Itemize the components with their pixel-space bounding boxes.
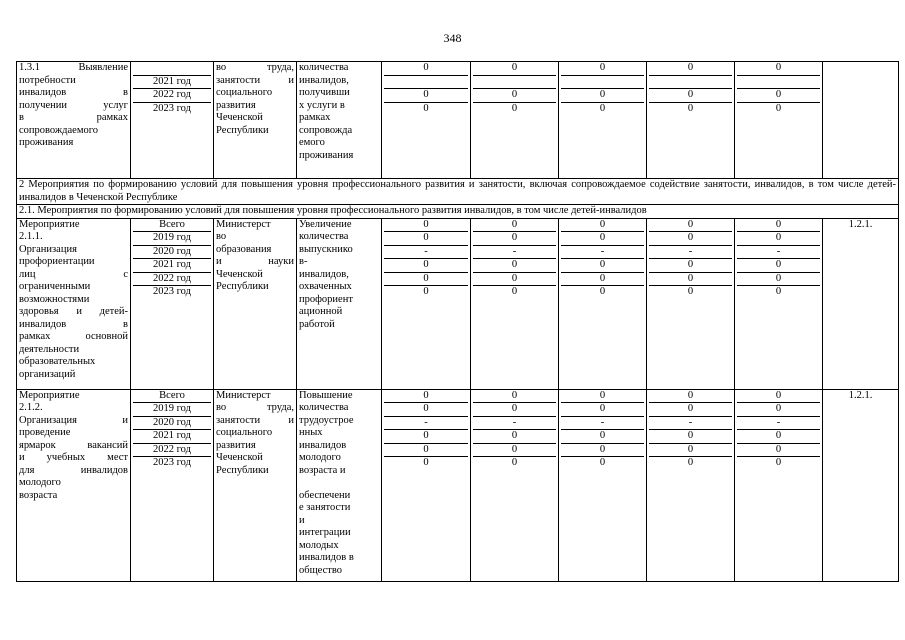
measure-description (17, 218, 131, 389)
table-row (17, 218, 899, 389)
description-line: проживания (19, 137, 74, 148)
indicator-line: нных (299, 427, 323, 438)
funding-value: 0 (775, 457, 782, 468)
funding-column (471, 218, 559, 389)
indicator-line: инвалидов (299, 439, 347, 451)
description-line: образовательных (19, 356, 96, 367)
executor-line: Чеченской (216, 112, 263, 123)
indicator-line: общество (299, 564, 342, 576)
description-line: 1.3.1 Выявление (19, 62, 128, 73)
period-label: 2021 год (133, 430, 211, 444)
indicator-line: проживания (299, 149, 354, 161)
indicator-line: молодого (299, 452, 341, 463)
indicator-line: охваченных (299, 281, 352, 292)
indicator-line: интеграции (299, 527, 351, 538)
description-line: Мероприятие (19, 389, 80, 401)
funding-value: 0 (561, 62, 644, 76)
funding-value: 0 (737, 403, 820, 417)
table-row (17, 389, 899, 581)
indicator-line: выпускнико (299, 243, 353, 255)
description-line: инвалидов в (19, 318, 128, 330)
funding-value: 0 (737, 273, 820, 287)
funding-value: 0 (687, 457, 694, 468)
funding-value: - (649, 417, 732, 431)
funding-value: 0 (649, 444, 732, 458)
indicator-line: емого (299, 137, 325, 148)
indicator-line: рамках (299, 112, 331, 123)
executor-line: образования (216, 243, 272, 255)
funding-value: - (384, 246, 468, 260)
funding-value: 0 (384, 403, 468, 417)
indicator-line: количества (299, 231, 349, 242)
funding-value: - (649, 246, 732, 260)
executor-line: во труда, (216, 402, 294, 413)
indicator-line: в- (299, 256, 308, 267)
period-label: 2019 год (133, 403, 211, 417)
description-line: профориентации (19, 256, 95, 267)
funding-value: 0 (384, 89, 468, 103)
executor-line: развития (216, 99, 256, 111)
description-line: инвалидов в (19, 87, 128, 98)
indicator-line: обеспечени (299, 489, 351, 501)
description-line: 2.1.1. (19, 231, 43, 242)
funding-value: 0 (737, 89, 820, 103)
section-row (17, 179, 899, 205)
executor-cell (214, 62, 297, 179)
funding-value: 0 (737, 390, 820, 404)
measure-description (17, 62, 131, 179)
period-label (133, 62, 211, 76)
description-line: Мероприятие (19, 218, 80, 230)
executor-line: социального (216, 87, 273, 98)
section-heading: 2 Мероприятия по формированию условий для повышения уровня профессионального развития и занятости, включая сопровождаемое содействие занятости, инвалидов, в том числе детей-инвалидов в Чеченской Республике (17, 179, 899, 205)
funding-value: - (737, 246, 820, 260)
funding-value: 0 (511, 102, 518, 114)
description-line: здоровья и детей- (19, 306, 128, 317)
funding-value: 0 (561, 273, 644, 287)
funding-value: 0 (473, 89, 556, 103)
description-line: деятельности (19, 343, 80, 355)
executor-line: во труда, (216, 62, 294, 73)
funding-value: 0 (737, 444, 820, 458)
funding-value: 0 (511, 286, 518, 297)
funding-value: 0 (599, 457, 606, 468)
funding-value: 0 (561, 232, 644, 246)
indicator-reference (823, 62, 899, 179)
period-label: 2023 год (153, 102, 191, 114)
description-line: потребности (19, 74, 76, 86)
funding-value: - (473, 417, 556, 431)
description-line: для инвалидов (19, 464, 128, 476)
funding-column (647, 218, 735, 389)
funding-value: 0 (599, 102, 606, 114)
funding-value: 0 (737, 219, 820, 233)
description-line: молодого (19, 477, 61, 488)
funding-value: 0 (384, 390, 468, 404)
indicator-reference: 1.2.1. (823, 389, 899, 581)
funding-value: 0 (384, 219, 468, 233)
funding-value: 0 (423, 286, 429, 297)
section-heading: 2.1. Мероприятия по формированию условий для повышения уровня профессионального развития инвалидов, в том числе детей-инвалидов (17, 205, 899, 219)
funding-value: 0 (473, 259, 556, 273)
description-line: лиц с (19, 268, 128, 280)
indicator-line: е занятости (299, 502, 351, 513)
funding-value: 0 (561, 444, 644, 458)
page-number: 348 (443, 31, 462, 45)
funding-value: 0 (511, 457, 518, 468)
funding-value: 0 (561, 390, 644, 404)
executor-line: социального (216, 427, 273, 438)
funding-value: 0 (737, 259, 820, 273)
funding-column (647, 62, 735, 179)
funding-value: 0 (384, 273, 468, 287)
funding-value (649, 76, 732, 90)
funding-value: 0 (384, 62, 468, 76)
description-line: получении услуг (19, 99, 128, 111)
funding-value: 0 (649, 219, 732, 233)
description-line: Организация и (19, 414, 128, 426)
indicator-line: Увеличение (299, 218, 352, 230)
funding-value (561, 76, 644, 90)
funding-value: 0 (649, 273, 732, 287)
period-label: 2022 год (133, 273, 211, 287)
indicator-line: молодых (299, 539, 339, 551)
executor-line: Министерст (216, 218, 271, 230)
funding-value: 0 (561, 259, 644, 273)
funding-value: 0 (423, 457, 429, 468)
executor-line: занятости и (216, 74, 294, 86)
period-label: Всего (133, 219, 211, 233)
funding-value: 0 (384, 232, 468, 246)
executor-cell (214, 218, 297, 389)
funding-column (382, 218, 471, 389)
funding-value: 0 (473, 232, 556, 246)
section-row (17, 205, 899, 219)
funding-value: - (561, 417, 644, 431)
funding-column (647, 389, 735, 581)
period-label: 2022 год (133, 444, 211, 458)
description-line: Организация (19, 243, 77, 255)
executor-line: и науки (216, 256, 294, 267)
description-line: организаций (19, 368, 76, 380)
funding-column (735, 62, 823, 179)
funding-value: 0 (561, 219, 644, 233)
funding-value: 0 (384, 444, 468, 458)
funding-value: 0 (649, 430, 732, 444)
period-label: 2021 год (133, 76, 211, 90)
indicator-line: х услуги в (299, 99, 345, 111)
funding-value: 0 (649, 62, 732, 76)
executor-line: развития (216, 439, 256, 451)
funding-value: - (737, 417, 820, 431)
funding-column (471, 389, 559, 581)
period-label: 2022 год (133, 89, 211, 103)
funding-value: 0 (737, 430, 820, 444)
funding-value: 0 (649, 89, 732, 103)
indicator-line (299, 477, 379, 490)
description-line: и учебных мест (19, 452, 128, 463)
funding-value: 0 (737, 62, 820, 76)
funding-value: 0 (649, 232, 732, 246)
funding-column (471, 62, 559, 179)
indicator-line: возраста и (299, 464, 346, 476)
indicator-line: инвалидов, (299, 74, 349, 86)
executor-line: во (216, 231, 227, 242)
funding-value (384, 76, 468, 90)
indicator-line: количества (299, 62, 349, 73)
funding-column (382, 389, 471, 581)
funding-value: 0 (561, 89, 644, 103)
funding-value: - (561, 246, 644, 260)
funding-value (473, 76, 556, 90)
executor-line: занятости и (216, 414, 294, 426)
executor-cell (214, 389, 297, 581)
funding-value: 0 (649, 259, 732, 273)
indicator-line: профориент (299, 293, 353, 305)
executor-line: Республики (216, 464, 269, 476)
funding-value: 0 (687, 286, 694, 297)
funding-value: 0 (775, 286, 782, 297)
executor-line: Чеченской (216, 452, 263, 463)
indicator-line: и (299, 514, 305, 526)
funding-column (559, 62, 647, 179)
funding-value: 0 (473, 62, 556, 76)
indicator-line: сопровожда (299, 124, 353, 136)
table-row (17, 62, 899, 179)
funding-value: 0 (649, 403, 732, 417)
indicator-line: работой (299, 318, 335, 330)
description-line: возраста (19, 489, 58, 501)
indicator-line: ационной (299, 306, 343, 317)
funding-column (735, 218, 823, 389)
indicator-reference: 1.2.1. (823, 218, 899, 389)
measure-description (17, 389, 131, 581)
description-line: ярмарок вакансий (19, 439, 128, 451)
indicator-line: инвалидов, (299, 268, 349, 280)
funding-value: 0 (775, 102, 782, 114)
funding-value: 0 (561, 430, 644, 444)
description-line: рамках основной (19, 331, 128, 342)
description-line: 2.1.2. (19, 402, 43, 413)
funding-value: 0 (384, 430, 468, 444)
period-label: 2019 год (133, 232, 211, 246)
period-label: 2021 год (133, 259, 211, 273)
period-label: 2020 год (133, 417, 211, 431)
funding-value: 0 (737, 232, 820, 246)
period-label: 2023 год (153, 457, 191, 468)
description-line: проведение (19, 427, 71, 438)
executor-line: Министерст (216, 389, 271, 401)
funding-column (559, 389, 647, 581)
funding-value: 0 (423, 102, 429, 114)
description-line: сопровождаемого (19, 124, 99, 136)
executor-line: Чеченской (216, 268, 263, 280)
description-line: возможностями (19, 293, 90, 305)
indicator-cell (297, 62, 382, 179)
funding-value: 0 (473, 390, 556, 404)
funding-value: 0 (687, 102, 694, 114)
funding-value: 0 (473, 273, 556, 287)
indicator-line: Повышение (299, 389, 353, 401)
period-label: Всего (133, 390, 211, 404)
indicator-line: получивши (299, 87, 350, 98)
description-line: в рамках (19, 112, 128, 123)
period-label: 2020 год (133, 246, 211, 260)
funding-value: 0 (473, 430, 556, 444)
indicator-line: количества (299, 402, 349, 413)
period-cell (131, 218, 214, 389)
period-cell (131, 62, 214, 179)
funding-value: 0 (561, 403, 644, 417)
funding-value: 0 (649, 390, 732, 404)
funding-column (735, 389, 823, 581)
indicator-line: инвалидов в (299, 552, 354, 563)
funding-value: 0 (473, 444, 556, 458)
funding-column (559, 218, 647, 389)
indicator-line: трудоустрое (299, 414, 354, 426)
description-line: ограниченными (19, 281, 91, 292)
funding-column (382, 62, 471, 179)
funding-value (737, 76, 820, 90)
executor-line: Республики (216, 281, 269, 292)
funding-value: - (384, 417, 468, 431)
period-cell (131, 389, 214, 581)
indicator-cell (297, 218, 382, 389)
funding-value: - (473, 246, 556, 260)
program-table (16, 61, 899, 582)
period-label: 2023 год (153, 286, 191, 297)
funding-value: 0 (473, 403, 556, 417)
funding-value: 0 (473, 219, 556, 233)
indicator-cell (297, 389, 382, 581)
executor-line: Республики (216, 124, 269, 136)
funding-value: 0 (599, 286, 606, 297)
funding-value: 0 (384, 259, 468, 273)
